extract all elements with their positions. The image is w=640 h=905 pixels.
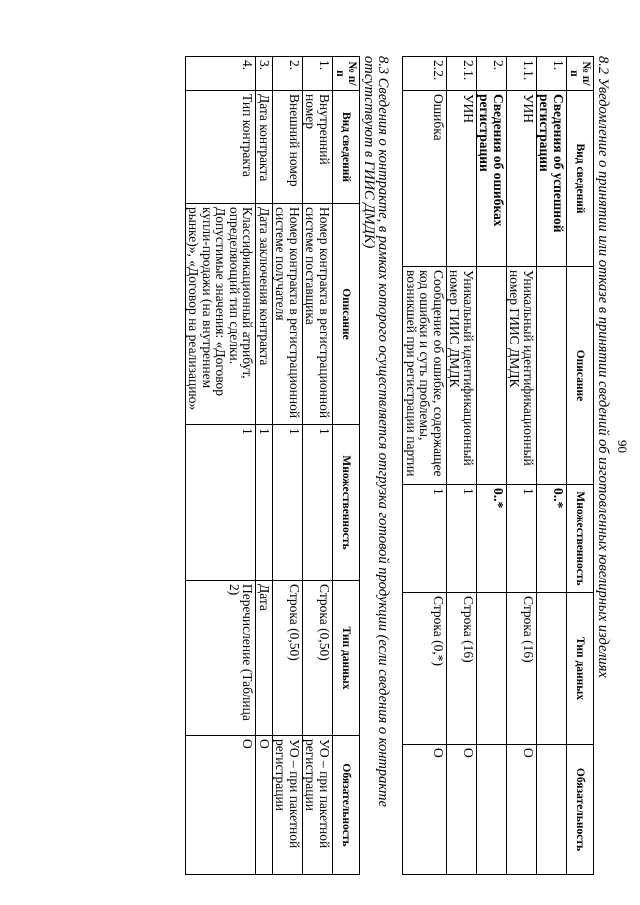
description-cell	[537, 267, 567, 485]
kind-cell: Сведения об успешной регистрации	[537, 91, 567, 267]
column-header: Множественность	[333, 425, 360, 581]
data-type-cell: Дата	[256, 581, 273, 736]
section-8-3-heading: 8.3 Сведения о контракте, в рамках которого осуществляется отгрузка готовой продукции (если сведения о контракте отсутствуют в ГИИС ДМДК)	[361, 56, 391, 807]
multiplicity-cell: 1	[507, 485, 537, 593]
obligation-cell: О	[447, 745, 477, 875]
row-number-cell: 2.	[273, 57, 303, 91]
column-header: Тип данных	[333, 581, 360, 736]
section-8-2-table	[403, 56, 595, 875]
multiplicity-cell: 1	[403, 485, 447, 593]
row-number-cell: 1.1.	[507, 57, 537, 91]
column-header: Тип данных	[567, 593, 594, 745]
column-header: Множественность	[567, 485, 594, 593]
obligation-cell: УО – при пакетной регистрации	[273, 736, 303, 875]
row-number-cell: 4.	[186, 57, 257, 91]
row-number-cell: 2.2.	[403, 57, 447, 91]
table-header-row	[567, 57, 594, 875]
column-header: Обязательность	[333, 736, 360, 875]
column-header: № п/п	[333, 57, 360, 91]
multiplicity-cell: 1	[256, 425, 273, 581]
obligation-cell	[477, 745, 507, 875]
obligation-cell: О	[507, 745, 537, 875]
data-type-cell: Строка (0,50)	[303, 581, 333, 736]
column-header: Обязательность	[567, 745, 594, 875]
description-cell: Уникальный идентификационный номер ГИИС ДМДК	[507, 267, 537, 485]
kind-cell: Внешний номер	[273, 91, 303, 204]
column-header: № п/п	[567, 57, 594, 91]
multiplicity-cell: 1	[273, 425, 303, 581]
data-type-cell: Строка (16)	[447, 593, 477, 745]
section-8-2-heading: 8.2 Уведомление о принятии или отказе в принятии сведений об изготовленных ювелирных изделиях	[595, 56, 611, 678]
page-number: 90	[615, 440, 630, 453]
kind-cell: Тип контракта	[186, 91, 257, 204]
data-type-cell: Строка (0,*)	[403, 593, 447, 745]
data-type-cell	[537, 593, 567, 745]
data-type-cell: Перечисление (Таблица 2)	[186, 581, 257, 736]
column-header: Описание	[333, 204, 360, 425]
row-number-cell: 3.	[256, 57, 273, 91]
data-type-cell: Строка (16)	[507, 593, 537, 745]
data-type-cell: Строка (0,50)	[273, 581, 303, 736]
kind-cell: Ошибка	[403, 91, 447, 267]
kind-cell: УИН	[447, 91, 477, 267]
obligation-cell	[537, 745, 567, 875]
description-cell	[477, 267, 507, 485]
table-row	[403, 57, 447, 875]
table-header-row	[333, 57, 360, 875]
table-row	[447, 57, 477, 875]
column-header: Вид сведений	[333, 91, 360, 204]
data-type-cell	[477, 593, 507, 745]
table-row	[537, 57, 567, 875]
row-number-cell: 1.	[303, 57, 333, 91]
table-row	[256, 57, 273, 875]
multiplicity-cell: 1	[447, 485, 477, 593]
row-number-cell: 2.1.	[447, 57, 477, 91]
row-number-cell: 1.	[537, 57, 567, 91]
description-cell: Сообщение об ошибке, содержащее код ошибки и суть проблемы, возникшей при регистрации партии	[403, 267, 447, 485]
description-cell: Дата заключения контракта	[256, 204, 273, 425]
section-8-3-table	[185, 56, 360, 875]
obligation-cell: УО – при пакетной регистрации	[303, 736, 333, 875]
table-row	[507, 57, 537, 875]
obligation-cell: О	[256, 736, 273, 875]
obligation-cell: О	[186, 736, 257, 875]
description-cell: Классификационный атрибут, определяющий тип сделки. Допустимые значения: «Договор купли-продажи (на внутреннем рынке)», «Договор на реализацию»	[186, 204, 257, 425]
description-cell: Уникальный идентификационный номер ГИИС ДМДК	[447, 267, 477, 485]
kind-cell: Внутренний номер	[303, 91, 333, 204]
row-number-cell: 2.	[477, 57, 507, 91]
multiplicity-cell: 1	[303, 425, 333, 581]
table-row	[273, 57, 303, 875]
table-row	[477, 57, 507, 875]
multiplicity-cell: 1	[186, 425, 257, 581]
description-cell: Номер контракта в регистрационной системе получателя	[273, 204, 303, 425]
column-header: Вид сведений	[567, 91, 594, 267]
multiplicity-cell: 0..*	[477, 485, 507, 593]
table-row	[186, 57, 257, 875]
obligation-cell: О	[403, 745, 447, 875]
column-header: Описание	[567, 267, 594, 485]
kind-cell: Дата контракта	[256, 91, 273, 204]
multiplicity-cell: 0..*	[537, 485, 567, 593]
table-row	[303, 57, 333, 875]
kind-cell: УИН	[507, 91, 537, 267]
description-cell: Номер контракта в регистрационной системе поставщика	[303, 204, 333, 425]
kind-cell: Сведения об ошибках регистрации	[477, 91, 507, 267]
